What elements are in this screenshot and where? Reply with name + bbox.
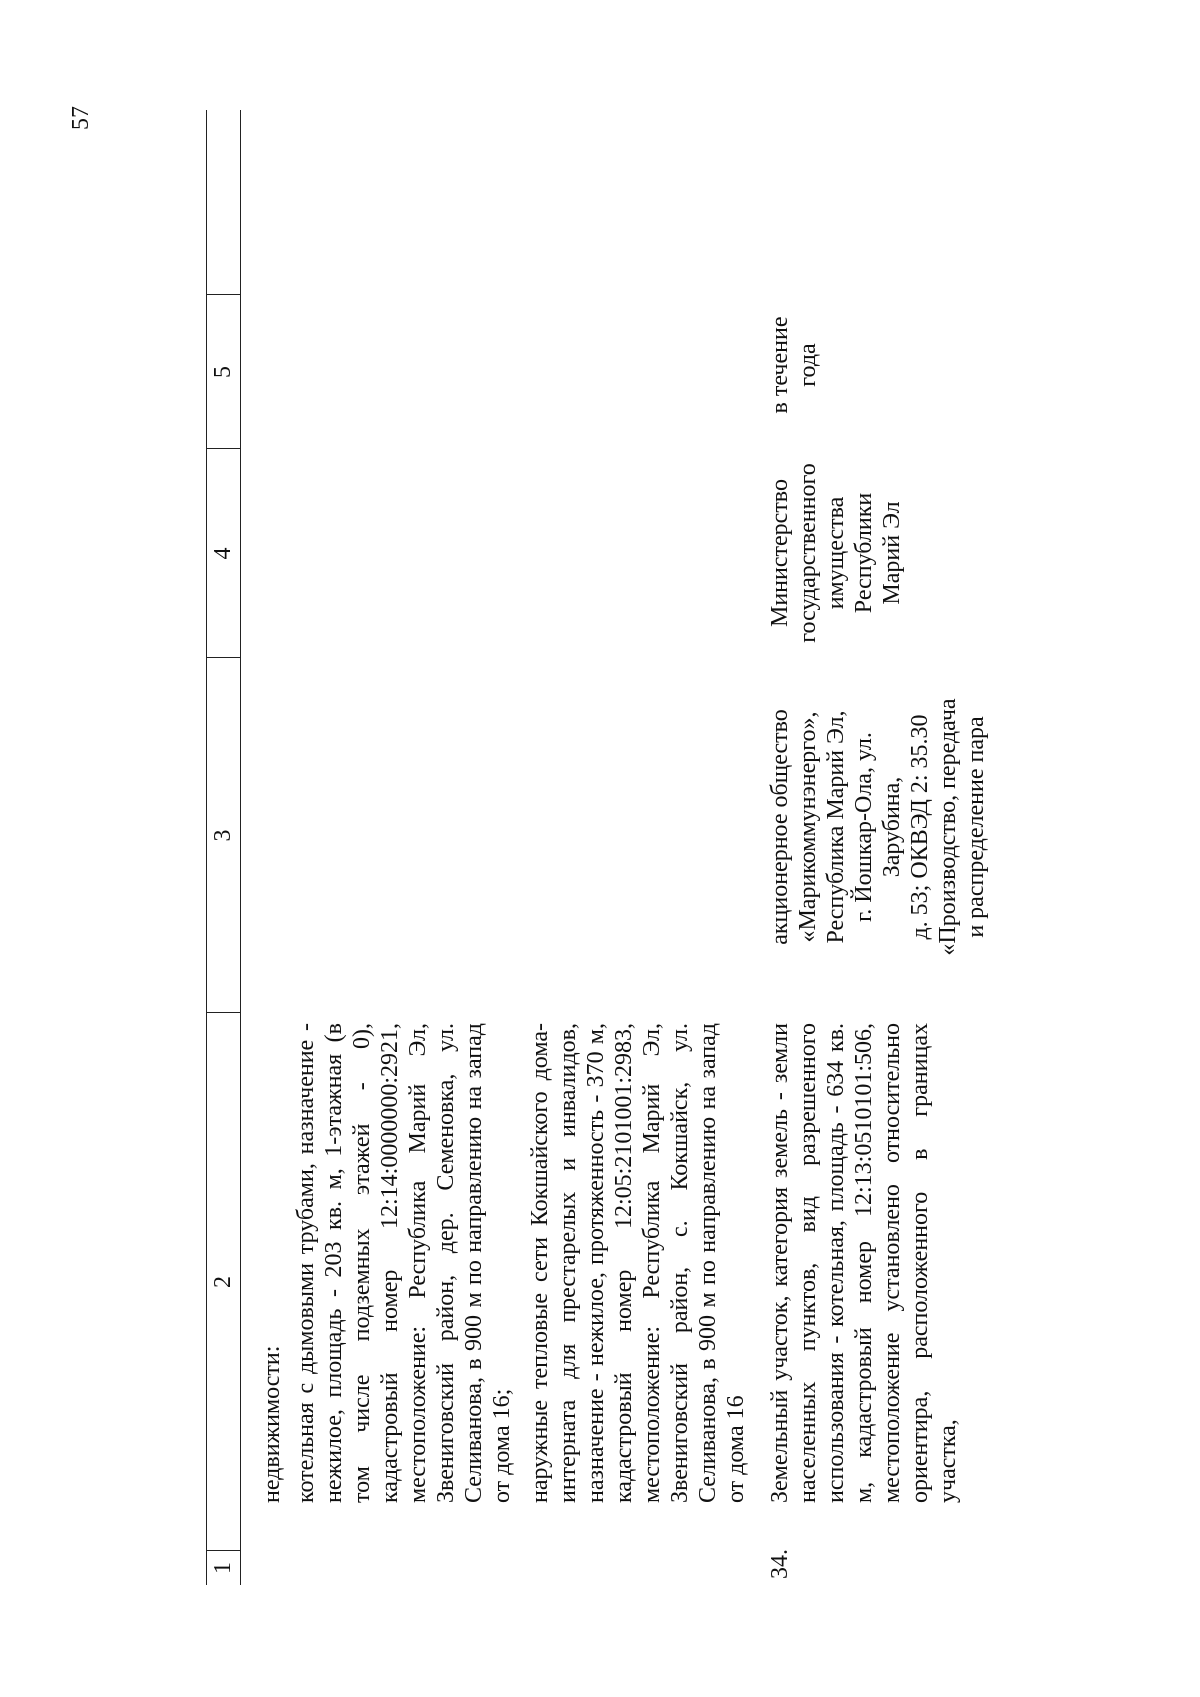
page-number: 57 <box>68 106 94 130</box>
table-header-row <box>206 110 241 1585</box>
header-col-1: 1 <box>210 1562 236 1574</box>
responsible-line: государственного <box>795 463 821 643</box>
recipient-line: д. 53; ОКВЭД 2: 35.30 <box>907 714 933 940</box>
recipient-line: «Марикоммунэнерго», <box>795 711 821 943</box>
recipient-line: акционерное общество <box>767 709 793 945</box>
recipient-line: Республика Марий Эл, <box>823 710 849 944</box>
header-col-2: 2 <box>210 1276 236 1288</box>
rotated-table <box>206 110 989 1585</box>
deadline-cell <box>766 305 822 425</box>
recipient-line: «Производство, передача <box>935 698 961 956</box>
responsible-line: Министерство <box>767 479 793 627</box>
deadline-line: в течение <box>767 316 793 414</box>
recipient-cell <box>766 687 990 967</box>
land-plot-description: Земельный участок, категория земель - земли населенных пунктов, вид разрешенного использования - котельная, площадь - 634 кв. м, кадастровый номер 12:13:0510101:506, местоположение установлено относительно ориентира, расположенного в границах участка, <box>767 1023 961 1503</box>
row-number: 34. <box>767 1549 793 1579</box>
header-col-3: 3 <box>210 829 236 842</box>
header-col-5: 5 <box>210 366 236 378</box>
responsible-line: Республики <box>851 492 877 614</box>
recipient-line: и распределение пара <box>963 716 989 938</box>
responsible-line: имущества <box>823 496 849 610</box>
header-col-4: 4 <box>210 547 236 560</box>
recipient-line: г. Йошкар-Ола, ул. Зарубина, <box>851 732 905 922</box>
responsible-line: Марий Эл <box>879 501 905 605</box>
responsible-cell <box>766 453 906 653</box>
property-item-heating-network: наружные тепловые сети Кокшайского дома-интерната для престарелых и инвалидов, назначение - нежилое, протяженность - 370 м, кадастровый номер 12:05:2101001:2983, местоположение: Республика Марий Эл, Звениговский район, с. Кокшайск, ул. Селиванова, в 900 м по направлению на запад от дома 16 <box>527 1023 749 1503</box>
continuation-heading: недвижимости: <box>259 1345 285 1503</box>
deadline-line: года <box>795 343 821 387</box>
header-divider <box>207 294 240 295</box>
property-item-boiler: котельная с дымовыми трубами, назначение - нежилое, площадь - 203 кв. м, 1-этажная (в том числе подземных этажей - 0), кадастровый номер 12:14:0000000:2921, местоположение: Республика Марий Эл, Звениговский район, дер. Семеновка, ул. Селиванова, в 900 м по направлению на запад от дома 16; <box>293 1023 515 1503</box>
